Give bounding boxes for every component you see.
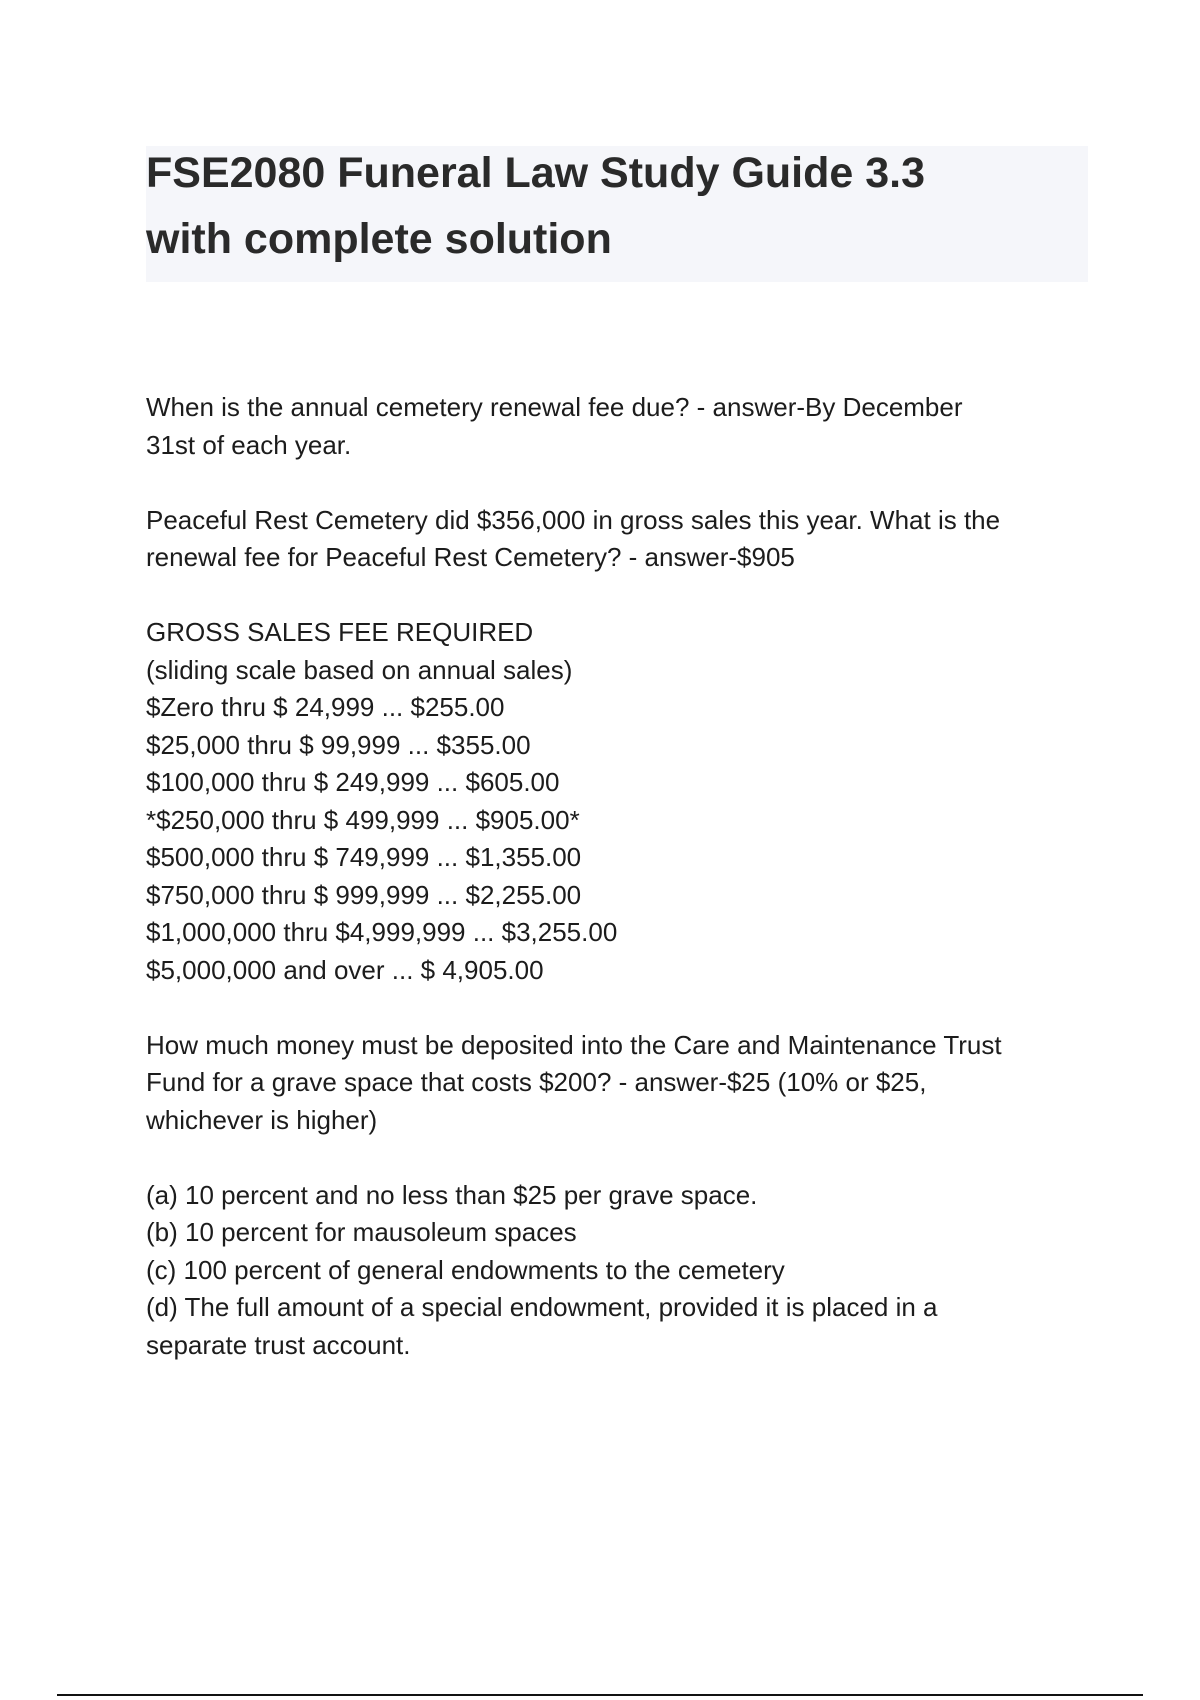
paragraph-line: How much money must be deposited into the Care and Maintenance Trust <box>146 1029 1002 1060</box>
paragraph-gap <box>146 464 1086 502</box>
paragraph-line: Fund for a grave space that costs $200? - answer-$25 (10% or $25, <box>146 1067 927 1097</box>
paragraph-line: renewal fee for Peaceful Rest Cemetery? - answer-$905 <box>146 542 795 572</box>
document-title <box>146 140 1076 272</box>
option-a: (a) 10 percent and no less than $25 per grave space. <box>146 1179 758 1210</box>
paragraph-line: whichever is higher) <box>146 1104 378 1135</box>
fee-row: $750,000 thru $ 999,999 ... $2,255.00 <box>146 879 582 910</box>
paragraph-line: When is the annual cemetery renewal fee due? - answer-By December <box>146 392 963 422</box>
question-trust-deposit <box>146 1027 1086 1140</box>
fee-row-highlighted: *$250,000 thru $ 499,999 ... $905.00* <box>146 804 580 835</box>
title-line-2: with complete solution <box>146 215 612 263</box>
option-c: (c) 100 percent of general endowments to the cemetery <box>146 1254 785 1285</box>
fee-schedule-header: GROSS SALES FEE REQUIRED <box>146 617 534 647</box>
fee-schedule <box>146 614 1086 989</box>
option-d-continued: separate trust account. <box>146 1329 411 1360</box>
fee-row: $5,000,000 and over ... $ 4,905.00 <box>146 954 544 985</box>
footer-divider <box>57 1694 1143 1696</box>
trust-options-list <box>146 1177 1086 1365</box>
option-d: (d) The full amount of a special endowment, provided it is placed in a <box>146 1292 938 1322</box>
title-line-1: FSE2080 Funeral Law Study Guide 3.3 <box>146 149 926 197</box>
option-b: (b) 10 percent for mausoleum spaces <box>146 1217 577 1247</box>
paragraph-gap <box>146 989 1086 1027</box>
paragraph-gap <box>146 1139 1086 1177</box>
fee-row: $1,000,000 thru $4,999,999 ... $3,255.00 <box>146 917 618 947</box>
fee-schedule-subheader: (sliding scale based on annual sales) <box>146 654 573 685</box>
paragraph-gap <box>146 577 1086 615</box>
fee-row: $100,000 thru $ 249,999 ... $605.00 <box>146 767 560 797</box>
paragraph-line: 31st of each year. <box>146 429 352 460</box>
question-renewal-fee <box>146 502 1086 577</box>
document-body <box>146 389 1086 1364</box>
fee-row: $500,000 thru $ 749,999 ... $1,355.00 <box>146 842 582 872</box>
question-renewal-due <box>146 389 1086 464</box>
fee-row: $Zero thru $ 24,999 ... $255.00 <box>146 692 505 722</box>
paragraph-line: Peaceful Rest Cemetery did $356,000 in gross sales this year. What is the <box>146 504 1001 535</box>
fee-row: $25,000 thru $ 99,999 ... $355.00 <box>146 729 531 760</box>
